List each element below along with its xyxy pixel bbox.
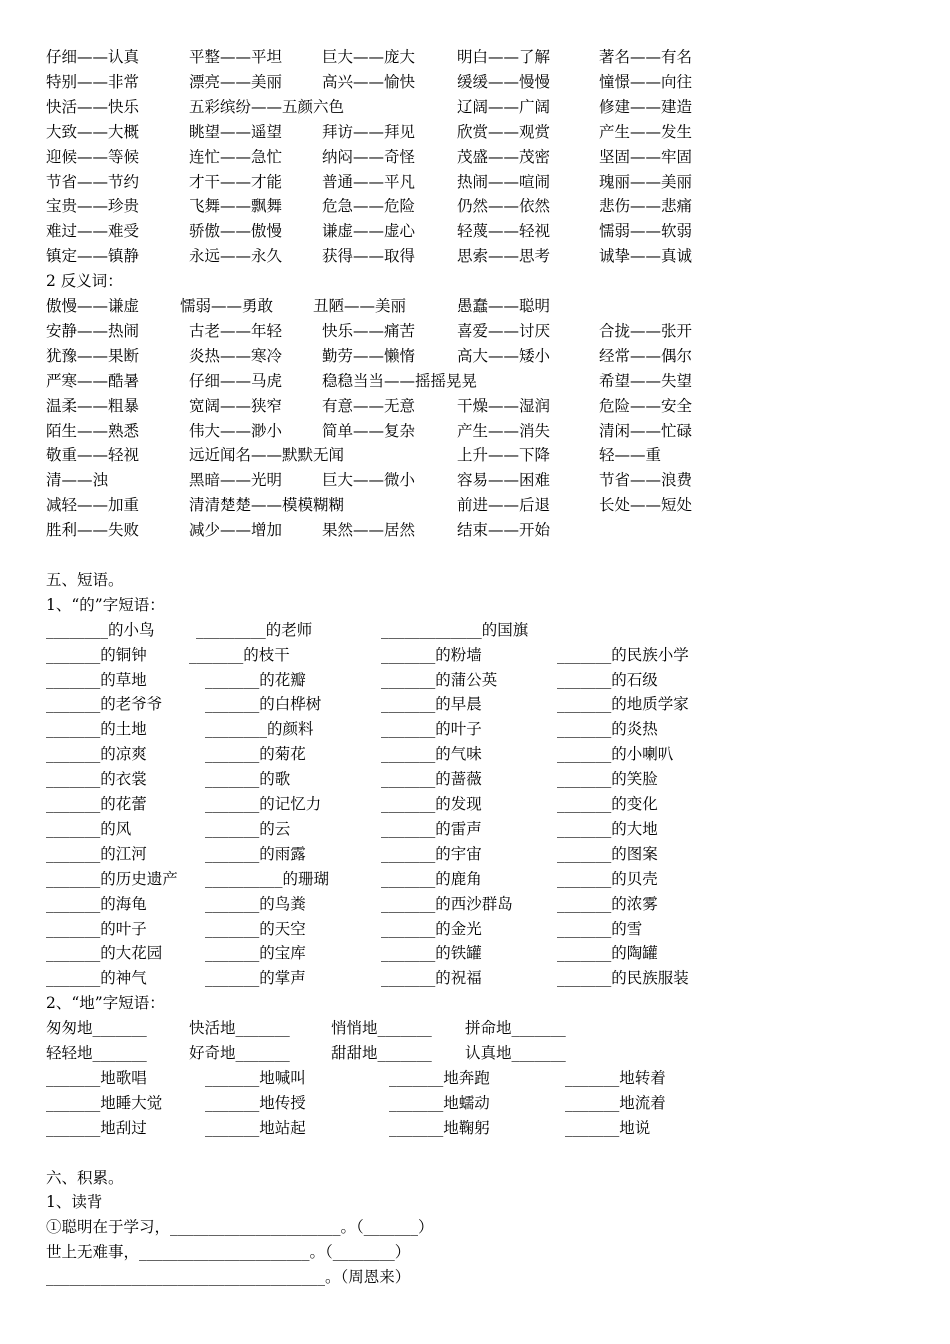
- phrase-item: 简单——复杂: [322, 421, 416, 440]
- phrase-item: 获得——取得: [322, 247, 416, 266]
- phrase-item: _______的草地: [46, 670, 147, 689]
- phrase-item: 平整——平坦: [189, 48, 283, 66]
- phrase-item: 缓缓——慢慢: [457, 72, 551, 91]
- phrase-item: 修建——建造: [599, 97, 693, 116]
- phrase-item: 眺望——遥望: [189, 122, 283, 141]
- phrase-item: 清——浊: [46, 471, 109, 490]
- phrase-item: _______的金光: [381, 919, 482, 938]
- phrase-item: 永远——永久: [189, 247, 283, 266]
- phrase-item: 思索——思考: [457, 247, 551, 266]
- phrase-item: _______的蒲公英: [381, 670, 498, 689]
- de-phrase-row: [46, 867, 916, 892]
- phrase-item: _______的枝干: [189, 645, 290, 664]
- phrase-item: _______的历史遗产: [46, 869, 178, 888]
- phrase-item: 茂盛——茂密: [457, 147, 551, 166]
- phrase-item: _______的地质学家: [557, 695, 689, 714]
- phrase-item: 迎候——等候: [46, 147, 140, 166]
- de-phrase-row: [46, 966, 916, 991]
- synonym-row: [46, 70, 916, 95]
- phrase-item: _______的花蕾: [46, 795, 147, 813]
- phrase-item: _____________的国旗: [381, 620, 529, 639]
- phrase-item: 懦弱——软弱: [599, 222, 693, 241]
- phrase-item: _______的图案: [557, 844, 658, 863]
- phrase-item: 谦虚——虚心: [322, 222, 416, 241]
- phrase-item: 胜利——失败: [46, 521, 140, 540]
- phrase-item: _______的大花园: [46, 944, 163, 963]
- phrase-item: 危急——危险: [322, 197, 416, 216]
- phrase-item: 稳稳当当——摇摇晃晃: [322, 371, 478, 390]
- di-phrase-heading: 2、“地”字短语：: [46, 994, 165, 1013]
- phrase-item: _______的花瓣: [205, 670, 306, 689]
- phrase-item: _______地奔跑: [389, 1068, 490, 1087]
- phrase-item: _______的天空: [205, 919, 306, 938]
- de-phrase-row: [46, 817, 916, 842]
- phrase-item: _______的掌声: [205, 969, 306, 988]
- synonym-row: [46, 244, 916, 269]
- phrase-item: 著名——有名: [599, 48, 693, 66]
- phrase-item: _______的雨露: [205, 844, 306, 863]
- phrase-item: _______的西沙群岛: [381, 894, 513, 913]
- phrase-item: _______的风: [46, 819, 132, 838]
- phrase-item: _______的神气: [46, 969, 147, 988]
- phrase-item: 才干——才能: [189, 172, 283, 191]
- de-phrase-row: [46, 717, 916, 742]
- phrase-item: _______地转着: [565, 1068, 666, 1087]
- phrase-item: 产生——发生: [599, 122, 693, 141]
- de-phrase-row: [46, 668, 916, 693]
- phrase-item: 普通——平凡: [322, 172, 416, 191]
- phrase-item: 漂亮——美丽: [189, 72, 283, 91]
- phrase-item: 希望——失望: [599, 371, 693, 390]
- phrase-item: 拜访——拜见: [322, 122, 416, 141]
- phrase-item: 犹豫——果断: [46, 346, 140, 365]
- phrase-item: 仔细——认真: [46, 48, 140, 66]
- phrase-item: _______的早晨: [381, 695, 482, 714]
- phrase-item: _______的石级: [557, 670, 658, 689]
- phrase-item: 合拢——张开: [599, 321, 693, 340]
- antonym-row: [46, 468, 916, 493]
- phrase-item: _______的鹿角: [381, 869, 482, 888]
- phrase-item: _______地歌唱: [46, 1068, 147, 1087]
- phrase-item: _______的鸟粪: [205, 894, 306, 913]
- de-phrase-row: [46, 842, 916, 867]
- di-phrase-row: [46, 1116, 916, 1141]
- phrase-item: __________的珊瑚: [205, 869, 330, 888]
- phrase-item: _______的白桦树: [205, 695, 322, 714]
- phrase-item: 上升——下降: [457, 446, 551, 465]
- phrase-item: _______的宝库: [205, 944, 306, 963]
- phrase-item: _______的歌: [205, 770, 291, 789]
- phrase-item: 愚蠢——聪明: [457, 297, 551, 315]
- phrase-item: 憧憬——向往: [599, 72, 693, 91]
- phrase-item: 节省——节约: [46, 172, 140, 191]
- phrase-item: 经常——偶尔: [599, 346, 693, 365]
- phrase-item: 炎热——寒冷: [189, 346, 283, 365]
- phrase-item: _______的小喇叭: [557, 745, 674, 764]
- phrase-item: 辽阔——广阔: [457, 97, 551, 116]
- antonym-row: [46, 344, 916, 369]
- phrase-item: 连忙——急忙: [189, 147, 283, 166]
- phrase-item: _______的浓雾: [557, 894, 658, 913]
- phrase-item: 产生——消失: [457, 421, 551, 440]
- phrase-item: 伟大——渺小: [189, 421, 283, 440]
- phrase-item: 仍然——依然: [457, 197, 551, 216]
- di-phrase-row: [46, 1016, 916, 1041]
- phrase-item: _______的雷声: [381, 819, 482, 838]
- phrase-item: _______的变化: [557, 795, 658, 813]
- phrase-item: 高兴——愉快: [322, 72, 416, 91]
- phrase-item: 喜爱——讨厌: [457, 321, 551, 340]
- phrase-item: _______的云: [205, 819, 291, 838]
- phrase-item: 丑陋——美丽: [313, 297, 407, 315]
- synonym-row: [46, 145, 916, 170]
- phrase-item: 仔细——马虎: [189, 371, 283, 390]
- phrase-item: 轻蔑——轻视: [457, 222, 551, 241]
- phrase-item: _______地蠕动: [389, 1093, 490, 1112]
- phrase-item: 明白——了解: [457, 48, 551, 66]
- phrase-item: 好奇地_______: [189, 1044, 290, 1062]
- phrase-item: 干燥——湿润: [457, 396, 551, 415]
- phrase-item: _______地流着: [565, 1093, 666, 1112]
- recite-line: ____________________________________。（周恩来）: [46, 1268, 411, 1287]
- phrase-item: 瑰丽——美丽: [599, 172, 693, 191]
- phrase-item: 前进——后退: [457, 496, 551, 515]
- phrase-item: 陌生——熟悉: [46, 421, 140, 440]
- phrase-item: 悲伤——悲痛: [599, 197, 693, 216]
- di-phrase-row: [46, 1041, 916, 1066]
- phrase-item: _______的老爷爷: [46, 695, 163, 714]
- phrase-item: 巨大——微小: [322, 471, 416, 490]
- phrase-item: _______的海龟: [46, 894, 147, 913]
- phrase-item: 纳闷——奇怪: [322, 147, 416, 166]
- phrase-item: 快乐——痛苦: [322, 321, 416, 340]
- phrase-item: 敬重——轻视: [46, 446, 140, 465]
- de-phrase-row: [46, 917, 916, 942]
- phrase-item: _______的民族小学: [557, 645, 689, 664]
- phrase-item: 减轻——加重: [46, 496, 140, 515]
- phrase-item: 严寒——酷暑: [46, 371, 140, 390]
- synonym-row: [46, 95, 916, 120]
- phrase-item: 认真地_______: [465, 1044, 566, 1062]
- phrase-item: 快活——快乐: [46, 97, 140, 116]
- phrase-item: 节省——浪费: [599, 471, 693, 490]
- phrase-item: 结束——开始: [457, 521, 551, 540]
- phrase-item: _______的笑脸: [557, 770, 658, 789]
- antonym-row: [46, 518, 916, 543]
- phrase-item: 长处——短处: [599, 496, 693, 515]
- phrase-item: _______地传授: [205, 1093, 306, 1112]
- phrase-item: _______的铜钟: [46, 645, 147, 664]
- de-phrase-heading: 1、“的”字短语：: [46, 595, 165, 614]
- section-title: 五、短语。: [46, 570, 124, 589]
- antonym-row: [46, 319, 916, 344]
- di-phrase-row: [46, 1066, 916, 1091]
- phrase-item: _______的蔷薇: [381, 770, 482, 789]
- de-phrase-row: [46, 941, 916, 966]
- antonym-row: [46, 369, 916, 394]
- de-phrase-row: [46, 618, 916, 643]
- phrase-item: _______地站起: [205, 1118, 306, 1137]
- phrase-item: _______地鞠躬: [389, 1118, 490, 1137]
- phrase-item: _______的江河: [46, 844, 147, 863]
- phrase-item: 欣赏——观赏: [457, 122, 551, 141]
- phrase-item: 有意——无意: [322, 396, 416, 415]
- phrase-item: 清闲——忙碌: [599, 421, 693, 440]
- phrase-item: _______的粉墙: [381, 645, 482, 664]
- synonym-row: [46, 219, 916, 244]
- phrase-item: _______的炎热: [557, 720, 658, 739]
- phrase-item: _______的民族服装: [557, 969, 689, 988]
- de-phrase-row: [46, 892, 916, 917]
- section-title: 六、积累。: [46, 1168, 124, 1187]
- phrase-item: 高大——矮小: [457, 346, 551, 365]
- phrase-item: 危险——安全: [599, 396, 693, 415]
- phrase-item: _________的老师: [196, 620, 313, 639]
- synonym-row: [46, 120, 916, 145]
- phrase-item: _______的衣裳: [46, 770, 147, 789]
- antonym-heading: 2 反义词：: [46, 272, 123, 291]
- phrase-item: ________的小鸟: [46, 620, 155, 639]
- phrase-item: _______的土地: [46, 720, 147, 739]
- phrase-item: 古老——年轻: [189, 321, 283, 340]
- phrase-item: 五彩缤纷——五颜六色: [189, 97, 345, 116]
- phrase-item: _______地说: [565, 1118, 651, 1137]
- de-phrase-row: [46, 767, 916, 792]
- phrase-item: 减少——增加: [189, 521, 283, 540]
- de-phrase-row: [46, 692, 916, 717]
- phrase-item: 果然——居然: [322, 521, 416, 540]
- phrase-item: 镇定——镇静: [46, 247, 140, 266]
- phrase-item: 黑暗——光明: [189, 471, 283, 490]
- phrase-item: 悄悄地_______: [331, 1019, 432, 1038]
- phrase-item: _______的铁罐: [381, 944, 482, 963]
- synonym-row: [46, 45, 916, 70]
- phrase-item: 拼命地_______: [465, 1019, 566, 1038]
- phrase-item: _______的雪: [557, 919, 643, 938]
- phrase-item: 懦弱——勇敢: [180, 297, 274, 315]
- de-phrase-row: [46, 742, 916, 767]
- phrase-item: _______的贝壳: [557, 869, 658, 888]
- antonym-row: [46, 493, 916, 518]
- phrase-item: 骄傲——傲慢: [189, 222, 283, 241]
- phrase-item: 温柔——粗暴: [46, 396, 140, 415]
- phrase-item: _______的气味: [381, 745, 482, 764]
- phrase-item: 匆匆地_______: [46, 1019, 147, 1038]
- phrase-item: 诚挚——真诚: [599, 247, 693, 266]
- phrase-item: ________的颜料: [205, 720, 314, 739]
- phrase-item: _______的陶罐: [557, 944, 658, 963]
- synonym-row: [46, 194, 916, 219]
- phrase-item: _______地睡大觉: [46, 1093, 163, 1112]
- phrase-item: _______的菊花: [205, 745, 306, 764]
- phrase-item: 远近闻名——默默无闻: [189, 446, 345, 465]
- antonym-row: [46, 419, 916, 444]
- phrase-item: 大致——大概: [46, 122, 140, 141]
- recite-heading: 1、读背: [46, 1193, 103, 1212]
- phrase-item: 坚固——牢固: [599, 147, 693, 166]
- phrase-item: 飞舞——飘舞: [189, 197, 283, 216]
- phrase-item: _______的大地: [557, 819, 658, 838]
- antonym-row: [46, 443, 916, 468]
- phrase-item: _______的发现: [381, 795, 482, 813]
- phrase-item: _______的凉爽: [46, 745, 147, 764]
- phrase-item: _______的叶子: [381, 720, 482, 739]
- phrase-item: 宝贵——珍贵: [46, 197, 140, 216]
- phrase-item: _______地喊叫: [205, 1068, 306, 1087]
- phrase-item: 甜甜地_______: [331, 1044, 432, 1062]
- phrase-item: 热闹——喧闹: [457, 172, 551, 191]
- phrase-item: _______的祝福: [381, 969, 482, 988]
- phrase-item: 安静——热闹: [46, 321, 140, 340]
- di-phrase-row: [46, 1091, 916, 1116]
- phrase-item: 难过——难受: [46, 222, 140, 241]
- de-phrase-row: [46, 792, 916, 817]
- phrase-item: 宽阔——狭窄: [189, 396, 283, 415]
- de-phrase-row: [46, 643, 916, 668]
- recite-line: 世上无难事，______________________。（________）: [46, 1243, 411, 1262]
- antonym-row: [46, 394, 916, 419]
- phrase-item: _______地刮过: [46, 1118, 147, 1137]
- recite-line: ①聪明在于学习，______________________。（_______）: [46, 1218, 434, 1237]
- phrase-item: _______的叶子: [46, 919, 147, 938]
- phrase-item: 特别——非常: [46, 72, 140, 91]
- phrase-item: 容易——困难: [457, 471, 551, 490]
- phrase-item: _______的宇宙: [381, 844, 482, 863]
- antonym-row: [46, 294, 916, 319]
- phrase-item: 傲慢——谦虚: [46, 297, 140, 315]
- phrase-item: 快活地_______: [189, 1019, 290, 1038]
- phrase-item: 轻轻地_______: [46, 1044, 147, 1062]
- phrase-item: 勤劳——懒惰: [322, 346, 416, 365]
- synonym-row: [46, 170, 916, 195]
- phrase-item: 巨大——庞大: [322, 48, 416, 66]
- phrase-item: 清清楚楚——模模糊糊: [189, 496, 345, 515]
- phrase-item: _______的记忆力: [205, 795, 322, 813]
- phrase-item: 轻——重: [599, 446, 662, 465]
